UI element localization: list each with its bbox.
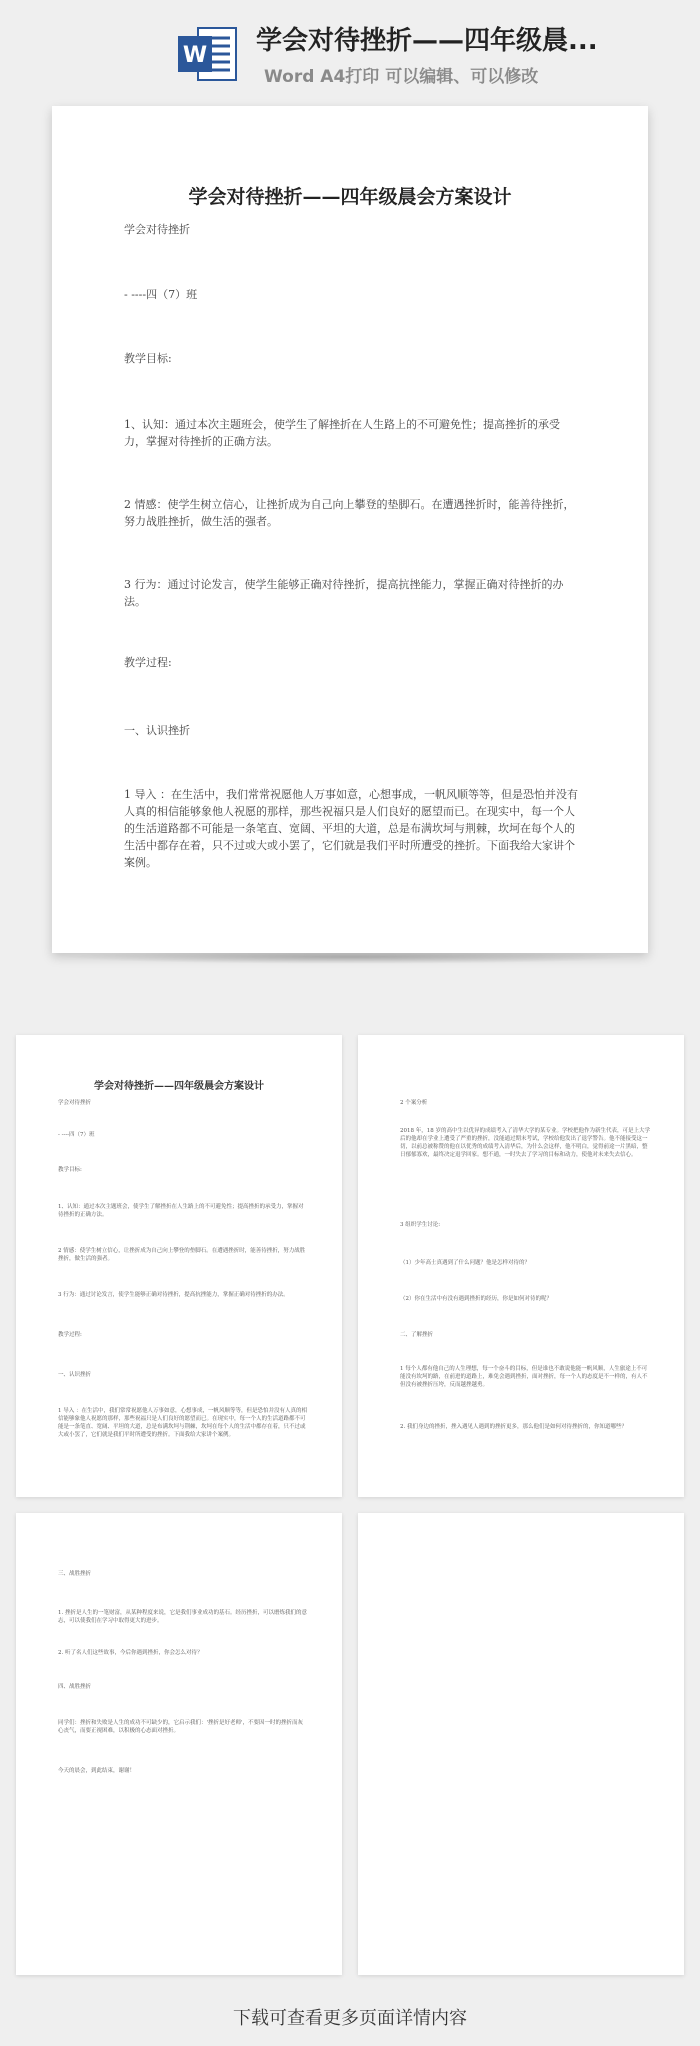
page-thumbnail-2[interactable] <box>358 1035 684 1497</box>
thumbnail-title: 学会对待挫折——四年级晨会方案设计 <box>94 1081 264 1092</box>
thumbnail-paragraph: 1、认知：通过本次主题班会，使学生了解挫折在人生路上的不可避免性；提高挫折的承受力，掌握对待挫折的正确方法。 <box>58 1204 304 1218</box>
main-page-title: 学会对待挫折——四年级晨会方案设计 <box>188 186 512 208</box>
main-paragraph: - ----四（7）班 <box>124 288 198 301</box>
document-title: 学会对待挫折——四年级晨... <box>256 26 598 56</box>
thumbnail-paragraph: 2018 年，18 岁的高中生以优异的成绩考入了清华大学的某专业。学校把他作为新生代表，可是上大学后的他却在学业上遭受了严重的挫折，没能通过期末考试，学校给他发出了退学警告。他不能接受这一切，以前总被称赞的他在以优秀的成绩考入清华后，为什么会这样，他不明白，觉得前途一片黑暗，整日郁郁寡欢，最终决定退学回家。想不通，一时失去了学习的目标和动力，使他对未来失去信心。 <box>400 1128 650 1158</box>
thumbnail-paragraph: - ----四（7）班 <box>58 1132 95 1138</box>
thumbnail-paragraph: 二、了解挫折 <box>400 1332 434 1338</box>
main-paragraph: 教学过程: <box>124 656 172 669</box>
main-paragraph: 1、认知：通过本次主题班会，使学生了解挫折在人生路上的不可避免性；提高挫折的承受力，掌握对待挫折的正确方法。 <box>124 418 560 448</box>
thumbnail-paragraph: 同学们：挫折和失败是人生的成功不可缺少的，它启示我们：'挫折是好老师'，不要因一时的挫折而灰心丧气，而要正视困难，以积极的心态面对挫折。 <box>58 1720 304 1734</box>
thumbnail-paragraph: 2. 我们身边的挫折，挫入遇见人遇到的挫折更多，那么他们是如何对待挫折的，你知道哪些？ <box>400 1424 627 1430</box>
thumbnail-paragraph: 1. 挫折是人生的一笔财富，从某种程度来说，它是我们事业成功的基石。经历挫折，可以磨炼我们的意志，可以使我们在学习中取得更大的进步。 <box>58 1610 307 1624</box>
thumbnail-paragraph: 2 情感：使学生树立信心，让挫折成为自己向上攀登的垫脚石。在遭遇挫折时，能善待挫折，努力战胜挫折，做生活的强者。 <box>58 1248 306 1262</box>
thumbnail-paragraph: 三、战胜挫折 <box>58 1571 92 1577</box>
main-paragraph: 教学目标: <box>124 352 172 365</box>
thumbnail-paragraph: 1 导入 ：在生活中，我们常常祝愿他人万事如意，心想事成，一帆风顺等等，但是恐怕并没有人真的相信能够象他人祝愿的那样，那些祝福只是人们良好的愿望而已。在现实中，每一个人的生活道路都不可能是一条笔直、宽阔、平坦的大道，总是布满坎坷与荆棘，坎坷在每个人的生活中都存在着，只不过或大或小罢了，它们就是我们平时所遭受的挫折。下面我给大家讲个案例。 <box>58 1408 307 1438</box>
main-paragraph: 3 行为：通过讨论发言，使学生能够正确对待挫折，提高抗挫能力，掌握正确对待挫折的办法。 <box>124 578 564 608</box>
word-icon-letter: W <box>182 43 208 68</box>
thumbnail-paragraph: 今天的晨会，到此结束，谢谢！ <box>58 1768 136 1774</box>
thumbnail-paragraph: 2 个案分析 <box>400 1100 428 1106</box>
thumbnail-paragraph: 一、认识挫折 <box>58 1372 92 1378</box>
page-thumbnail-1[interactable] <box>16 1035 342 1497</box>
thumbnail-paragraph: 四、战胜挫折 <box>58 1684 92 1690</box>
document-header <box>0 0 700 100</box>
page-thumbnail-4[interactable] <box>358 1513 684 1975</box>
main-paragraph: 2 情感：使学生树立信心，让挫折成为自己向上攀登的垫脚石。在遭遇挫折时，能善待挫折，努力战胜挫折，做生活的强者。 <box>124 498 575 528</box>
download-more-text[interactable]: 下载可查看更多页面详情内容 <box>233 2008 467 2029</box>
thumbnail-paragraph: 教学过程: <box>58 1332 82 1338</box>
thumbnail-paragraph: 3 行为：通过讨论发言，使学生能够正确对待挫折，提高抗挫能力，掌握正确对待挫折的办法。 <box>58 1292 289 1298</box>
thumbnail-paragraph: 教学目标: <box>58 1167 82 1173</box>
main-page-preview <box>52 106 648 953</box>
main-paragraph: 学会对待挫折 <box>124 223 190 236</box>
document-subtitle: Word A4打印 可以编辑、可以修改 <box>264 67 539 87</box>
thumbnail-paragraph: 3 组织学生讨论: <box>400 1222 441 1228</box>
thumbnail-paragraph: （1）少年高士真遇到了什么问题？他是怎样对待的？ <box>400 1260 531 1266</box>
thumbnail-paragraph: （2）你在生活中有没有遇到挫折的经历，你是如何对待的呢？ <box>400 1296 553 1302</box>
main-paragraph: 1 导入 ：在生活中，我们常常祝愿他人万事如意，心想事成，一帆风顺等等，但是恐怕并没有人真的相信能够象他人祝愿的那样，那些祝福只是人们良好的愿望而已。在现实中，每一个人的生活道路都不可能是一条笔直、宽阔、平坦的大道，总是布满坎坷与荆棘，坎坷在每个人的生活中都存在着，只不过或大或小罢了，它们就是我们平时所遭受的挫折。下面我给大家讲个案例。 <box>124 788 578 869</box>
thumbnail-paragraph: 2. 听了名人们这些故事，今后你遇到挫折，你会怎么对待？ <box>58 1650 203 1656</box>
word-icon <box>176 22 240 86</box>
page-thumbnail-3[interactable] <box>16 1513 342 1975</box>
main-paragraph: 一、认识挫折 <box>124 724 190 737</box>
thumbnail-paragraph: 学会对待挫折 <box>58 1100 92 1106</box>
thumbnail-paragraph: 1 每个人都有他自己的人生理想，每一个奋斗的目标，但是谁也不敢说他能一帆风顺，人生旅途上不可能没有坎坷的路，在前进的道路上，难免会遇到挫折，面对挫折，每一个人的态度是不一样的，有人不但没有被挫折压垮，反而越挫越勇。 <box>400 1366 648 1388</box>
